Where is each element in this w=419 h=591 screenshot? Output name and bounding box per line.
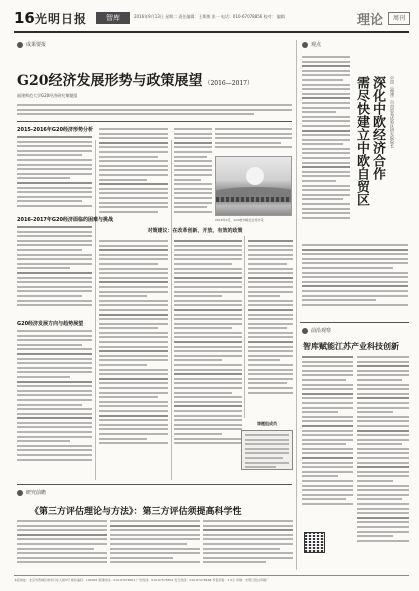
article-body (203, 520, 293, 570)
article-body (215, 128, 292, 152)
section-heading: 2015-2016年G20经济形势分析 (17, 127, 93, 133)
page-footer: 本报地址：北京市西城区珠市口东大街5号 邮政编码：100062 新闻热线：010-67078901 广告热线：010-67078502 发行热线：010-67078488 零售价格：1.5元 印刷：光明日报社印刷厂 (14, 575, 409, 582)
article-body (99, 240, 168, 476)
article-byline: 福建师范大学G20经济研究课题组 (17, 93, 78, 98)
page-number: 16 (14, 9, 35, 27)
article-body (174, 240, 242, 476)
column-divider (95, 140, 96, 480)
section-label: 智库 (96, 12, 130, 24)
article-title: 智库赋能江苏产业科技创新 (303, 341, 399, 351)
column-divider (296, 40, 297, 570)
section-divider (300, 322, 409, 323)
article-photo (215, 156, 292, 216)
section-divider (17, 484, 292, 485)
tag-dot-icon (302, 42, 308, 48)
article-tag: 前沿观察 (302, 327, 331, 334)
title-suffix: （2016—2017） (204, 80, 253, 87)
qr-code-icon (304, 532, 325, 553)
article-body (99, 128, 168, 224)
article-body (17, 520, 107, 570)
article-tag: 成果要报 (17, 41, 46, 48)
info-box (241, 430, 293, 470)
article-body (110, 520, 200, 570)
article-title-line-2: 需尽快建立中欧自贸区 (354, 76, 369, 206)
photo-caption: 2016年9月，G20杭州峰会会场外景 (215, 218, 264, 222)
article-title: 《第三方评估理论与方法》：第三方评估须提高科学性 (30, 507, 242, 517)
article-body (17, 136, 92, 212)
column-title: 理论 (356, 13, 383, 28)
article-body (302, 56, 350, 242)
article-body (17, 330, 92, 476)
article-tag: 观点 (302, 41, 321, 48)
article-body (302, 244, 408, 316)
title-divider (17, 121, 292, 122)
article-body (357, 356, 409, 570)
article-body (248, 240, 293, 418)
box-title: 课题组成员 (257, 421, 277, 426)
article-title: G20经济发展形势与政策展望 （2016—2017） (17, 73, 253, 89)
article-title-line-1: 深化中欧经济合作 (370, 76, 385, 180)
page-header (14, 9, 409, 33)
column-divider (244, 236, 245, 418)
article-body (17, 226, 92, 316)
highlight-heading: 对策建议：在改革创新、开放、有效的政策 (147, 228, 243, 234)
section-heading: G20经济发展方向与趋势展望 (17, 321, 84, 327)
section-heading: 2016-2017年G20经济面临的困难与挑战 (17, 217, 113, 223)
article-body (174, 128, 212, 224)
tag-dot-icon (17, 490, 23, 496)
author-title: 中国（福建）自由贸易试验区研究院院长 (390, 76, 395, 148)
column-divider (171, 140, 172, 480)
article-tag: 研究前瞻 (17, 489, 46, 496)
issue-meta: 2016年9月13日 星期二 责任编辑：王斯敏 张一 电话：010-67078856 校对： 编辑 (134, 14, 285, 19)
newspaper-logo: 光明日报 (35, 12, 88, 26)
article-body (302, 356, 353, 528)
column-subtitle: 周刊 (388, 12, 410, 25)
article-abstract (17, 104, 292, 118)
tag-dot-icon (17, 42, 23, 48)
tag-dot-icon (302, 328, 308, 334)
